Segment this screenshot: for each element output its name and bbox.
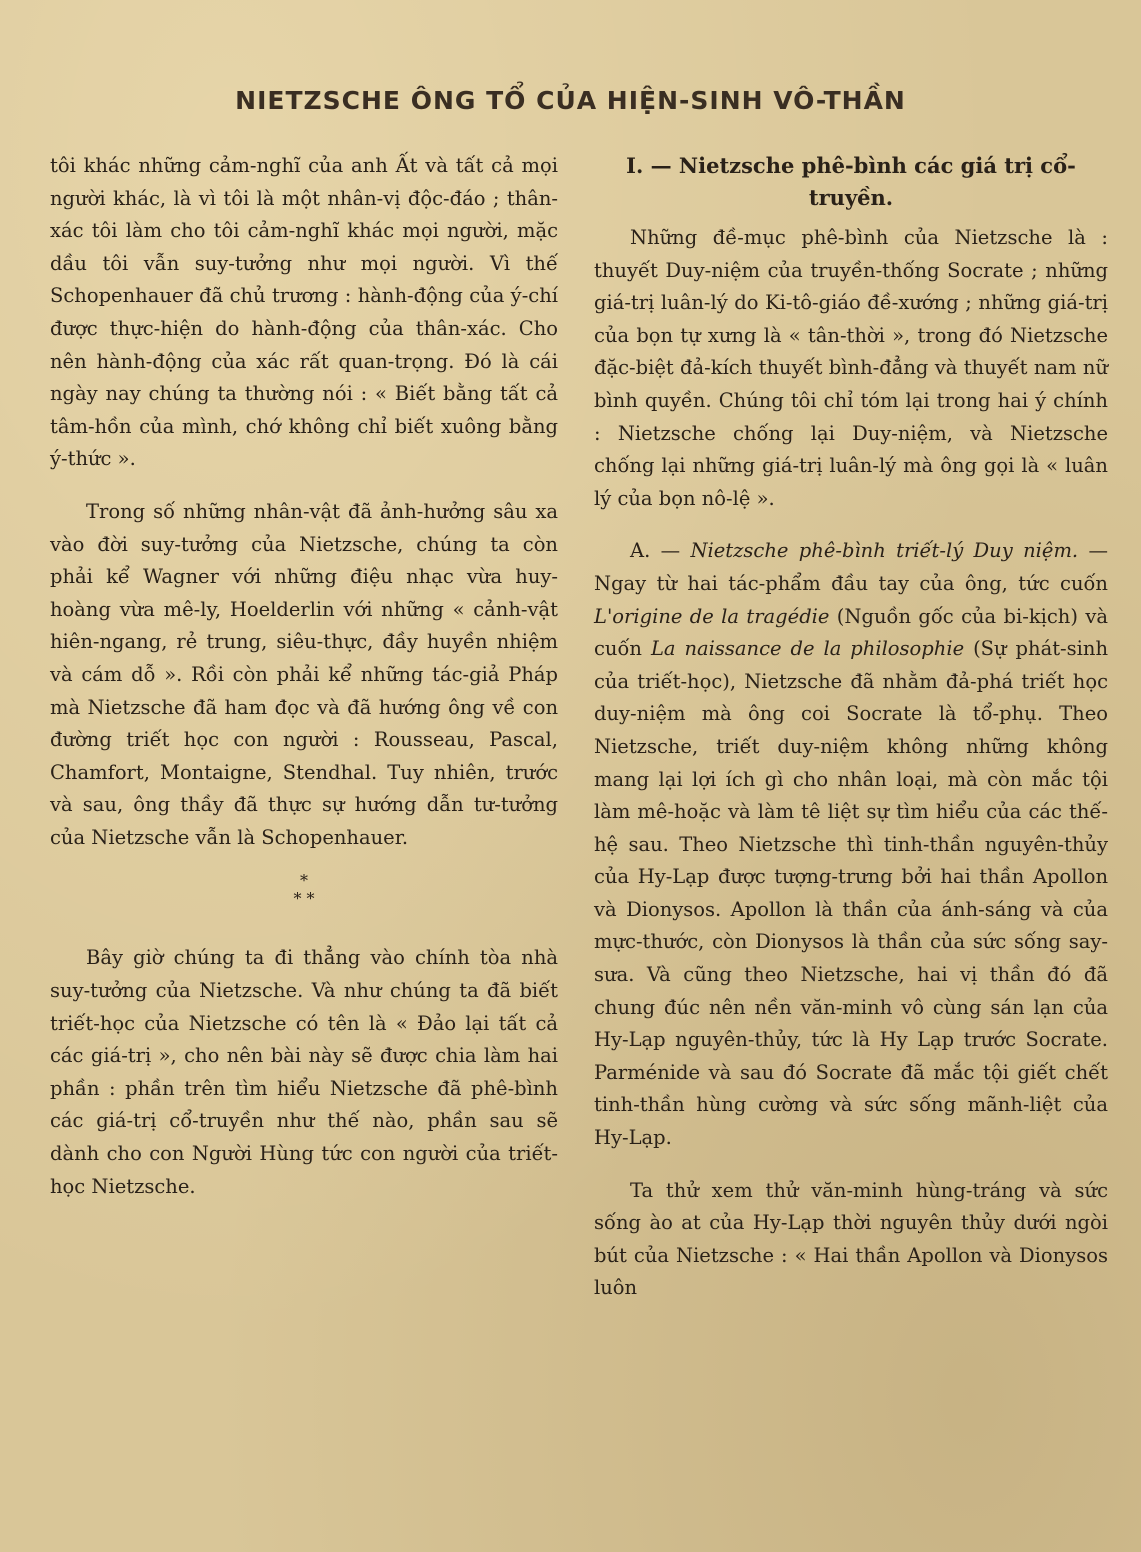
right-paragraph-2 [594, 535, 1108, 1154]
left-paragraph-3: Bây giờ chúng ta đi thẳng vào chính tòa nhà suy-tưởng của Nietzsche. Và như chúng ta đã biết triết-học của Nietzsche có tên là « Đảo lại tất cả các giá-trị », cho nên bài này sẽ được chia làm hai phần : phần trên tìm hiểu Nietzsche đã phê-bình các giá-trị cổ-truyền như thế nào, phần sau sẽ dành cho con Người Hùng tức con người của triết-học Nietzsche. [50, 946, 558, 1198]
right-column [594, 150, 1108, 1305]
paragraph-gap [50, 476, 558, 496]
separator-stars-bottom: * * [293, 889, 315, 909]
subsection-number: A. — [630, 539, 691, 563]
paragraph-text: (Sự phát-sinh của triết-học), Nietzsche đã nhằm đả-phá triết học duy-niệm mà ông coi Socrate là tổ-phụ. Theo Nietzsche, triết duy-niệm không những không mang lại lợi ích gì cho nhân loại, mà còn mắc tội làm mê-hoặc và làm tê liệt sự tìm hiểu của các thế-hệ sau. Theo Nietzsche thì tinh-thần nguyên-thủy của Hy-Lạp được tượng-trưng bởi hai thần Apollon và Dionysos. Apollon là thần của ánh-sáng và của mực-thước, còn Dionysos là thần của sức sống say-sưa. Và cũng theo Nietzsche, hai vị thần đó đã chung đúc nên nền văn-minh vô cùng sán lạn của Hy-Lạp nguyên-thủy, tức là Hy Lạp trước Socrate. Parménide và sau đó Socrate đã mắc tội giết chết tinh-thần hùng cường và sức sống mãnh-liệt của Hy-Lạp. [594, 637, 1109, 1150]
subsection-title: Nietzsche phê-bình triết-lý Duy niệm. [690, 539, 1079, 563]
section-heading: I. — Nietzsche phê-bình các giá trị cổ-truyền. [626, 153, 1076, 210]
paragraph-text: — Ngay từ hai tác-phẩm đầu tay của ông, tức cuốn [594, 539, 1108, 595]
book-title-1: L'origine de la tragédie [594, 604, 830, 628]
book-title-2: La naissance de la philosophie [650, 637, 965, 661]
right-paragraph-1: Những đề-mục phê-bình của Nietzsche là : thuyết Duy-niệm của truyền-thống Socrate ; những giá-trị luân-lý do Ki-tô-giáo đề-xướng ; những giá-trị của bọn tự xưng là « tân-thời », trong đó Nietzsche đặc-biệt đả-kích thuyết bình-đẳng và thuyết nam nữ bình quyền. Chúng tôi chỉ tóm lại trong hai ý chính : Nietzsche chống lại Duy-niệm, và Nietzsche chống lại những giá-trị luân-lý mà ông gọi là « luân lý của bọn nô-lệ ». [594, 226, 1108, 510]
separator-star-top: * [300, 871, 308, 891]
left-paragraph-2: Trong số những nhân-vật đã ảnh-hưởng sâu xa vào đời suy-tưởng của Nietzsche, chúng ta còn phải kể Wagner với những điệu nhạc vừa huy-hoàng vừa mê-ly, Hoelderlin với những « cảnh-vật hiên-ngang, rẻ trung, siêu-thực, đầy huyền nhiệm và cám dỗ ». Rồi còn phải kể những tác-giả Pháp mà Nietzsche đã ham đọc và đã hướng ông về con đường triết học con người : Rousseau, Pascal, Chamfort, Montaigne, Stendhal. Tuy nhiên, trước và sau, ông thầy đã thực sự hướng dẫn tư-tưởng của Nietzsche vẫn là Schopenhauer. [50, 499, 558, 849]
paragraph-gap [594, 1155, 1108, 1175]
paragraph-text: (Nguồn gốc của bi-kịch) và cuốn [594, 604, 1108, 661]
section-separator [50, 872, 558, 908]
left-paragraph-1: tôi khác những cảm-nghĩ của anh Ất và tất cả mọi người khác, là vì tôi là một nhân-vị độc-đáo ; thân-xác tôi làm cho tôi cảm-nghĩ khác mọi người, mặc dầu tôi vẫn suy-tưởng như mọi người. Vì thế Schopenhauer đã chủ trương : hành-động của ý-chí được thực-hiện do hành-động của thân-xác. Cho nên hành-động của xác rất quan-trọng. Đó là cái ngày nay chúng ta thường nói : « Biết bằng tất cả tâm-hồn của mình, chớ không chỉ biết xuông bằng ý-thức ». [50, 154, 558, 471]
paragraph-gap [594, 515, 1108, 535]
left-column [50, 150, 558, 1203]
right-paragraph-3: Ta thử xem thử văn-minh hùng-tráng và sức sống ào at của Hy-Lạp thời nguyên thủy dưới ngòi bút của Nietzsche : « Hai thần Apollon và Dionysos luôn [594, 1178, 1108, 1300]
running-head: NIETZSCHE ÔNG TỔ CỦA HIỆN-SINH VÔ-THẦN [235, 86, 906, 115]
